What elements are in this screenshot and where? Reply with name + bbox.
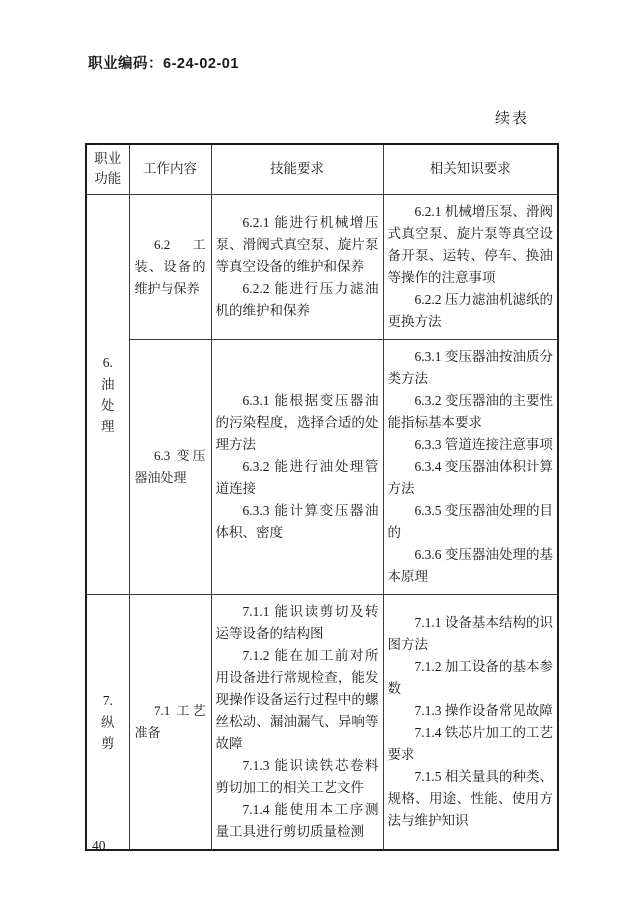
knowledge-item: 6.3.1 变压器油按油质分类方法 bbox=[387, 348, 553, 386]
work-content-text: 7.1 工艺准备 bbox=[134, 702, 206, 740]
function-number: 6. bbox=[102, 354, 113, 370]
skill-item: 6.3.1 能根据变压器油的污染程度，选择合适的处理方法 bbox=[215, 392, 379, 452]
skill-requirements-cell bbox=[211, 194, 383, 339]
knowledge-item: 7.1.2 加工设备的基本参数 bbox=[387, 658, 553, 696]
skill-requirements-cell bbox=[211, 339, 383, 594]
function-cell-slitting bbox=[86, 594, 129, 850]
knowledge-item: 7.1.1 设备基本结构的识图方法 bbox=[387, 614, 553, 652]
skill-item: 7.1.3 能识读铁芯卷料剪切加工的相关工艺文件 bbox=[215, 757, 379, 795]
work-content-cell bbox=[129, 194, 211, 339]
knowledge-item: 6.3.2 变压器油的主要性能指标基本要求 bbox=[387, 392, 553, 430]
skill-item: 6.2.2 能进行压力滤油机的维护和保养 bbox=[215, 280, 379, 318]
header-skill-requirements: 技能要求 bbox=[211, 144, 383, 194]
header-occupational-function: 职业功能 bbox=[86, 144, 129, 194]
knowledge-item: 6.3.4 变压器油体积计算方法 bbox=[387, 458, 553, 496]
table-row bbox=[86, 194, 558, 339]
skill-item: 7.1.4 能使用本工序测量工具进行剪切质量检测 bbox=[215, 801, 379, 839]
skill-item: 6.3.2 能进行油处理管道连接 bbox=[215, 458, 379, 496]
work-content-cell bbox=[129, 339, 211, 594]
knowledge-item: 7.1.4 铁芯片加工的工艺要求 bbox=[387, 724, 553, 762]
knowledge-item: 6.3.6 变压器油处理的基本原理 bbox=[387, 546, 553, 584]
function-number: 7. bbox=[102, 692, 113, 708]
function-name: 油处理 bbox=[101, 376, 115, 434]
knowledge-item: 7.1.5 相关量具的种类、规格、用途、性能、使用方法与维护知识 bbox=[387, 768, 553, 828]
knowledge-requirements-cell bbox=[383, 339, 558, 594]
occupation-code-label: 职业编码：6-24-02-01 bbox=[88, 56, 239, 72]
knowledge-item: 6.2.2 压力滤油机滤纸的更换方法 bbox=[387, 291, 553, 329]
work-content-text: 6.2 工装、设备的维护与保养 bbox=[134, 236, 206, 296]
skill-item: 7.1.2 能在加工前对所用设备进行常规检查，能发现操作设备运行过程中的螺丝松动、漏油漏气、异响等故障 bbox=[215, 647, 379, 751]
header-work-content: 工作内容 bbox=[129, 144, 211, 194]
knowledge-requirements-cell bbox=[383, 194, 558, 339]
continued-table-label: 续表 bbox=[494, 111, 529, 127]
work-content-text: 6.3 变压器油处理 bbox=[134, 447, 206, 485]
skill-requirements-cell bbox=[211, 594, 383, 850]
standards-table bbox=[85, 143, 559, 851]
table-row bbox=[86, 339, 558, 594]
work-content-cell bbox=[129, 594, 211, 850]
knowledge-requirements-cell bbox=[383, 594, 558, 850]
skill-item: 6.2.1 能进行机械增压泵、滑阀式真空泵、旋片泵等真空设备的维护和保养 bbox=[215, 214, 379, 274]
header-knowledge-requirements: 相关知识要求 bbox=[383, 144, 558, 194]
knowledge-item: 6.3.3 管道连接注意事项 bbox=[414, 436, 553, 452]
knowledge-item: 7.1.3 操作设备常见故障 bbox=[414, 702, 553, 718]
function-cell-oil-treatment bbox=[86, 194, 129, 594]
page-number: 40 bbox=[92, 838, 106, 853]
knowledge-item: 6.3.5 变压器油处理的目的 bbox=[387, 502, 553, 540]
skill-item: 7.1.1 能识读剪切及转运等设备的结构图 bbox=[215, 603, 379, 641]
table-header-row bbox=[86, 144, 558, 194]
knowledge-item: 6.2.1 机械增压泵、滑阀式真空泵、旋片泵等真空设备开泵、运转、停车、换油等操作的注意事项 bbox=[387, 203, 553, 285]
skill-item: 6.3.3 能计算变压器油体积、密度 bbox=[215, 502, 379, 540]
table-row bbox=[86, 594, 558, 850]
function-name: 纵剪 bbox=[101, 714, 115, 751]
